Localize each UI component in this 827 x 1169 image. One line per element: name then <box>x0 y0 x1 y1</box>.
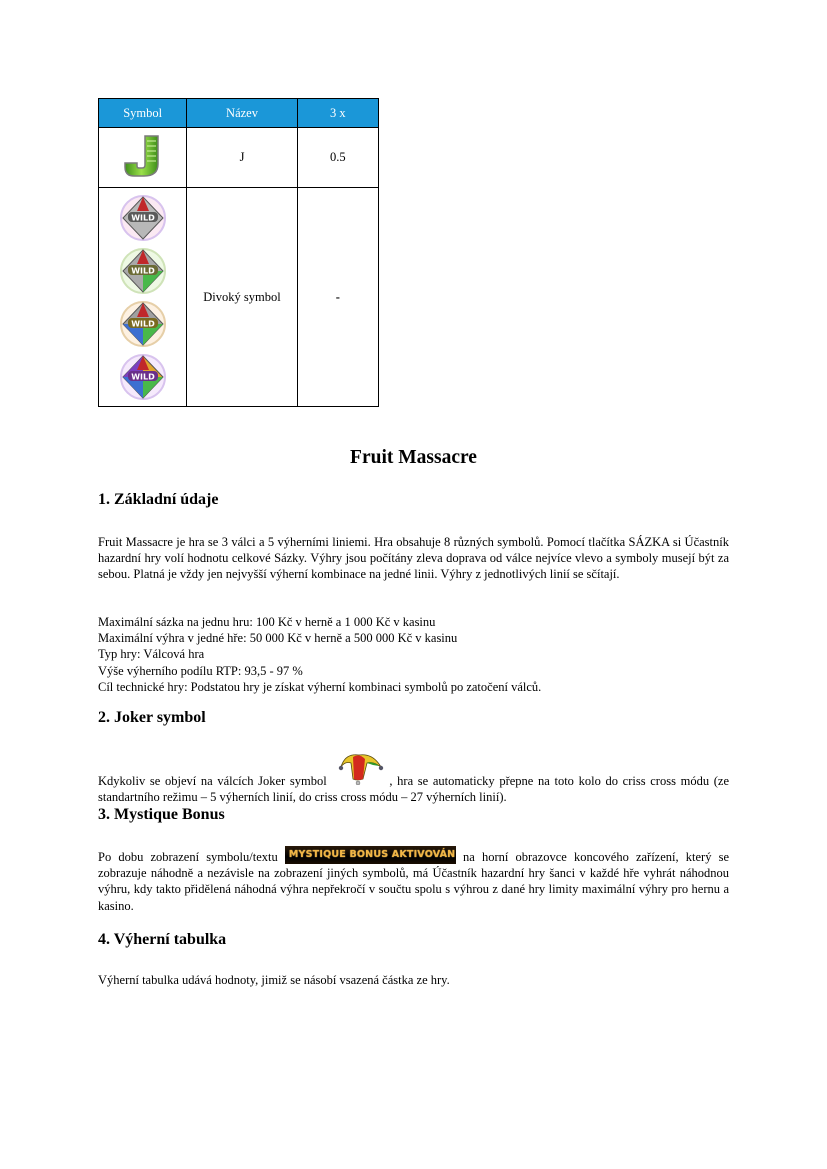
joker-text-before: Kdykoliv se objeví na válcích Joker symbol <box>98 773 327 788</box>
paytable-paragraph: Výherní tabulka udává hodnoty, jimiž se násobí vsazená částka ze hry. <box>98 973 450 987</box>
fact-max-bet: Maximální sázka na jednu hru: 100 Kč v herně a 1 000 Kč v kasinu <box>98 615 436 629</box>
svg-text:WILD: WILD <box>130 266 155 275</box>
page-title: Fruit Massacre <box>350 447 477 468</box>
wild-gem-icon <box>119 247 167 295</box>
svg-text:WILD: WILD <box>130 213 155 222</box>
svg-text:WILD: WILD <box>130 372 155 381</box>
symbol-cell <box>99 128 187 188</box>
table-row <box>99 188 379 407</box>
table-header-row <box>99 99 379 128</box>
basic-info-paragraph: Fruit Massacre je hra se 3 válci a 5 výherními liniemi. Hra obsahuje 8 různých symbolů. Pomocí tlačítka SÁZKA si Účastník hazardní hry volí hodnotu celkové Sázky. Výhry jsou počítány zleva doprava od válce nejvíce vlevo a symboly musejí být za sebou. Platná je vždy jen nejvyšší výherní kombinace na jedné linii. Výhry z jednotlivých linií se sčítají. <box>98 535 729 582</box>
basic-info-facts <box>98 614 729 695</box>
symbol-payout-3x: - <box>297 188 378 407</box>
fact-game-type: Typ hry: Válcová hra <box>98 647 205 662</box>
fact-game-goal: Cíl technické hry: Podstatou hry je získat výherní kombinaci symbolů po zatočení válců. <box>98 679 542 694</box>
symbol-name: J <box>187 128 297 188</box>
column-header-3x: 3 x <box>297 99 378 128</box>
fact-rtp: Výše výherního podílu RTP: 93,5 - 97 % <box>98 663 303 678</box>
symbol-paytable <box>98 98 379 407</box>
wild-gem-icon <box>119 194 167 242</box>
jester-hat-icon <box>333 749 387 785</box>
mystique-bonus-banner: MYSTIQUE BONUS AKTIVOVÁN <box>285 846 456 864</box>
mystique-text-after: na horní obrazovce koncového zařízení, který se zobrazuje náhodně a nezávisle na zobrazení jiných symbolů, má Účastník hazardní hry šanci v každé hře vyhrát náhodnou výhru, kdy takto přidělená náhodná výhra nepřekročí v součtu spolu s výhrou z dané hry limity maximální výhry pro hernu a kasino. <box>98 850 729 913</box>
green-j-icon <box>123 133 163 179</box>
column-header-symbol: Symbol <box>99 99 187 128</box>
section-heading-paytable: 4. Výherní tabulka <box>98 931 227 948</box>
column-header-name: Název <box>187 99 297 128</box>
symbol-payout-3x: 0.5 <box>297 128 378 188</box>
section-heading-joker: 2. Joker symbol <box>98 709 206 726</box>
symbol-name: Divoký symbol <box>187 188 297 407</box>
wild-gem-icon <box>119 353 167 401</box>
mystique-text-before: Po dobu zobrazení symbolu/textu <box>98 850 278 864</box>
symbol-cell <box>99 188 187 407</box>
section-heading-basic-info: 1. Základní údaje <box>98 491 219 508</box>
table-row <box>99 128 379 188</box>
wild-gem-icon <box>119 300 167 348</box>
mystique-paragraph <box>98 846 729 914</box>
joker-paragraph <box>98 755 729 805</box>
section-heading-mystique-bonus: 3. Mystique Bonus <box>98 806 225 823</box>
svg-text:WILD: WILD <box>130 319 155 328</box>
fact-max-win: Maximální výhra v jedné hře: 50 000 Kč v herně a 500 000 Kč v kasinu <box>98 631 458 646</box>
joker-text-after: , hra se automaticky přepne na toto kolo do criss cross módu (ze standartního režimu – 5 výherních linií, do criss cross módu – 27 výherních linií). <box>98 773 730 804</box>
